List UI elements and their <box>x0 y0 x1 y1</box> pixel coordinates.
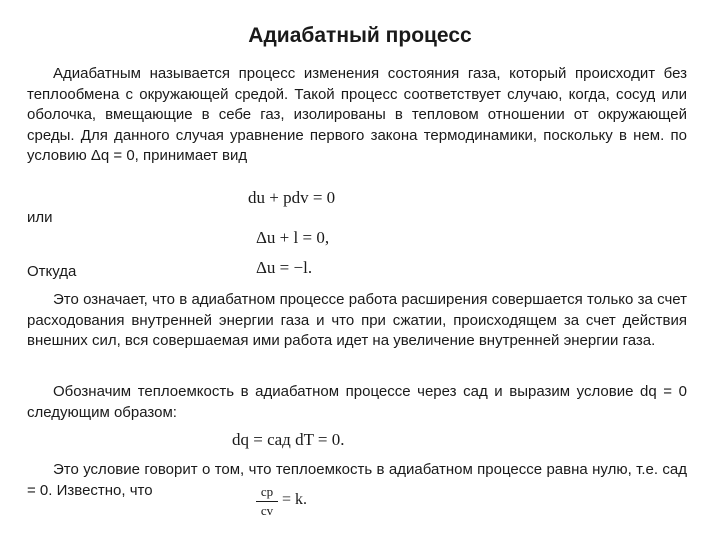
fraction-numerator: cp <box>260 484 274 499</box>
label-whence: Откуда <box>27 263 77 280</box>
paragraph-definition: Адиабатным называется процесс изменения состояния газа, который происходит без теплообмена с окружающей средой. Такой процесс соответствует случаю, когда, сосуд или оболочка, вмещающие в себе газ, изолированы в тепловом отношении от окружающей среды. Для данного случая уравнение первого закона термодинамики, поскольку в нем. по условию Δq = 0, принимает вид <box>27 65 687 164</box>
paragraph-meaning: Это означает, что в адиабатном процессе работа расширения совершается только за счет расходования внутренней энергии газа и что при сжатии, происходящем за счет действия внешних сил, вся совершаемая ими работа идет на увеличение внутренней энергии газа. <box>27 291 687 349</box>
fraction-denominator: cv <box>260 503 274 518</box>
paragraph-conclusion: Это условие говорит о том, что теплоемкость в адиабатном процессе равна нулю, т.е. сад = 0. Известно, что <box>27 461 687 499</box>
page-title: Адиабатный процесс <box>248 24 472 47</box>
formula-delta-u-equals-minus-l: Δu = −l. <box>256 258 313 277</box>
formula-first-law: du + pdv = 0 <box>248 188 336 207</box>
formula-delta-u-plus-l: Δu + l = 0, <box>256 228 330 247</box>
fraction-bar <box>256 501 278 502</box>
fraction-cp-over-cv <box>256 484 278 519</box>
formula-equals-k: = k. <box>282 491 308 508</box>
paragraph-heat-capacity: Обозначим теплоемкость в адиабатном процессе через сад и выразим условие dq = 0 следующим образом: <box>27 383 687 421</box>
formula-dq-zero: dq = cад dT = 0. <box>232 430 345 449</box>
label-or: или <box>27 209 53 226</box>
